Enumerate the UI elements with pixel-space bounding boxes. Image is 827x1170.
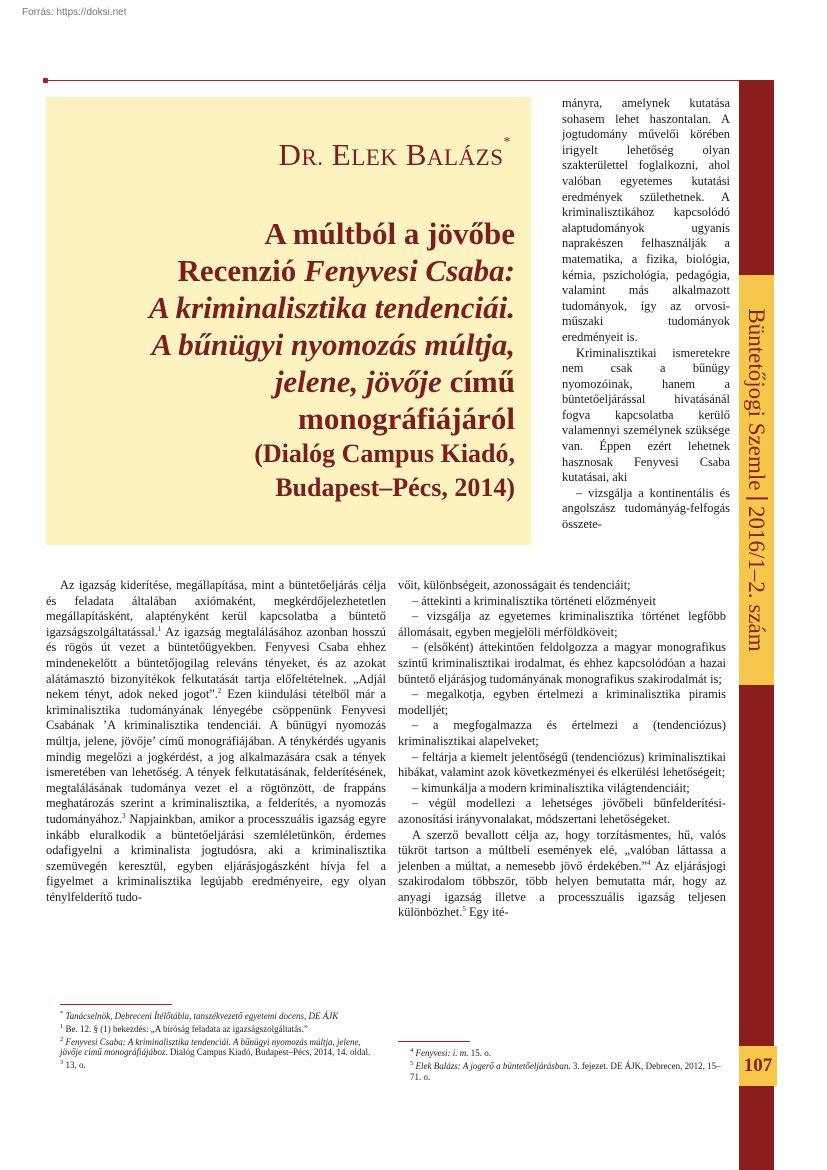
right-column: vőit, különbségeit, azonosságait és tendenciáit; – áttekinti a kriminalisztika történeti előzményeit – vizsgálja az egyetemes kriminalisztika történet legfőbb állomásait, egyben megjelöli mérföldköveit; – (elsőként) áttekintően feldolgozza a magyar monografikus szintű kriminalisztikai irodalmat, és ehhez kapcsolódóan a hazai büntető eljárásjog tudományának monografikus szakirodalmát is; – megalkotja, egyben értelmezi a kriminalisztika piramis modelljét; – a megfogalmazza és értelmezi a (tendenciózus) kriminalisztikai alapelveket; – feltárja a kiemelt jelentőségű (tendenciózus) kriminalisztikai hibákat, valamint azok következményei és elkerülési lehetőségeit; – kimunkálja a modern kriminalisztika világtendenciáit; – végül modellezi a lehetséges jövőbeli bűnfelderítési-azonosítási irányvonalakat, módszertani lehetőségeket. A szerző bevallott célja az, hogy torzításmentes, hű, valós tükröt tartson a múltbeli események elé, „valóban láttassa a jelenben a múltat, a nemesebb jövő érdekében.”$^4$ Az eljárásjogi szakirodalom többször, több helyen bemutatta már, hogy az anyagi igazság illetve a processzuális igazság teljesen különbözhet.$^5$ Egy ité- [398,578,726,920]
author-name: DR. ELEK BALÁZS* [278,135,511,172]
right-top-column: mányra, amelynek kutatása sohasem lehet haszontalan. A jogtudomány művelői körében irigyelt lehetőség olyan szakterülettel foglalkozni, ahol valóban egyetemes kutatási eredmények születhetnek. A kriminalisztikához kapcsolódó alaptudományok ugyanis naprakészen felhasználják a matematika, a fizika, biológia, kémia, pszichológia, pedagógia, valamint más alkalmazott tudományok, így az orvosi-műszaki tudományok eredményeit is. Kriminalisztikai ismeretekre nem csak a bűnügy nyomozóinak, hanem a büntetőeljárással hivatásánál fogva kapcsolatba kerülő valamennyi személynek szüksége van. Éppen ezért lehetnek hasznosak Fenyvesi Csaba kutatásai, aki – vizsgálja a kontinentális és angolszász tudományág-felfogás összete- [562,96,730,532]
footnote-rule-left [60,1004,172,1005]
footnotes-right: $^4$ Fenyvesi: i. m. 15. o. $^5$ Elek Balázs: A jogerő a büntetőeljárásban. 3. fejezet. DE ÁJK, Debrecen, 2012, 15–71. o. [410,1047,721,1082]
left-column: Az igazság kiderítése, megállapítása, mint a büntetőeljárás célja és feladata általában axiómaként, megkérdőjelezhetetlen megállapításként, alaptényként kerül kapcsolatba a büntető igazságszolgáltatással.$^1$ Az igazság megtalálásához azonban hosszú és rögös út vezet a büntetőügyekben. Fenyvesi Csaba ehhez mindenekelőtt a büntetőjogilag releváns tényeket, és az azokat alátámasztó bizonyítékok felkutatását tartja előfeltételnek. „Adjál nekem tényt, adok neked jogot”.$^2$ Ezen kiindulási tételből már a kriminalisztika tudományának lényegébe csöppenünk Fenyvesi Csabának ’A kriminalisztika tendenciái. A bűnügyi nyomozás múltja, jelene, jövője’ című monográfiájában. A ténykérdés ugyanis mindig megelőzi a jogkérdést, a jog alkalmazására csak a tények ismeretében van lehetőség. A tények felkutatásának, felderítésének, megtalálásának tudománya vezet el a rögtönzött, de frappáns meghatározás szerint a kriminalisztika, a felderítés, a nyomozás tudományához.$^3$ Napjainkban, amikor a processzuális igazság egyre inkább eluralkodik a büntetőeljárási szemléletünkön, érdemes odafigyelni a kriminalista jogtudósra, aki a kriminalisztika szemüvegén keresztül, egyben eljárásjogászként hívja fel a figyelmet a kriminalisztika legújabb eredményeire, egy olyan ténylfelderítő tudo- [46,578,386,904]
footnote-rule-right [398,1041,470,1042]
title-box [46,97,531,545]
band-separator [746,497,768,499]
footnotes-left: * Tanácselnök, Debreceni Ítélőtábla, tanszékvezető egyetemi docens, DE ÁJK $^1$ Be. 12. § (1) bekezdés: „A bíróság feladata az igazságszolgáltatás.” $^2$ Fenyvesi Csaba: A kriminalisztika tendenciái. A bűnügyi nyomozás múltja, jelene, jövője című monográfiájáboz. Dialóg Campus Kiadó, Budapest–Pécs, 2014, 14. oldal. $^3$ 13. o. [60,1010,371,1071]
publisher-info: (Dialóg Campus Kiadó, [254,439,515,468]
source-note: Forrás: https://doksi.net [22,7,127,18]
journal-title: Büntetőjogi Szemle2016/1–2. szám [744,308,769,652]
page-number: 107 [739,1046,777,1086]
top-rule [46,80,739,81]
article-title: A múltból a jövőbe Recenzió Fenyvesi Csaba: A kriminalisztika tendenciái. A bűnügyi nyomozás múltja, jelene, jövője című monográfiájáról (Dialóg Campus Kiadó, Budapest–Pécs, 2014) [148,216,515,502]
